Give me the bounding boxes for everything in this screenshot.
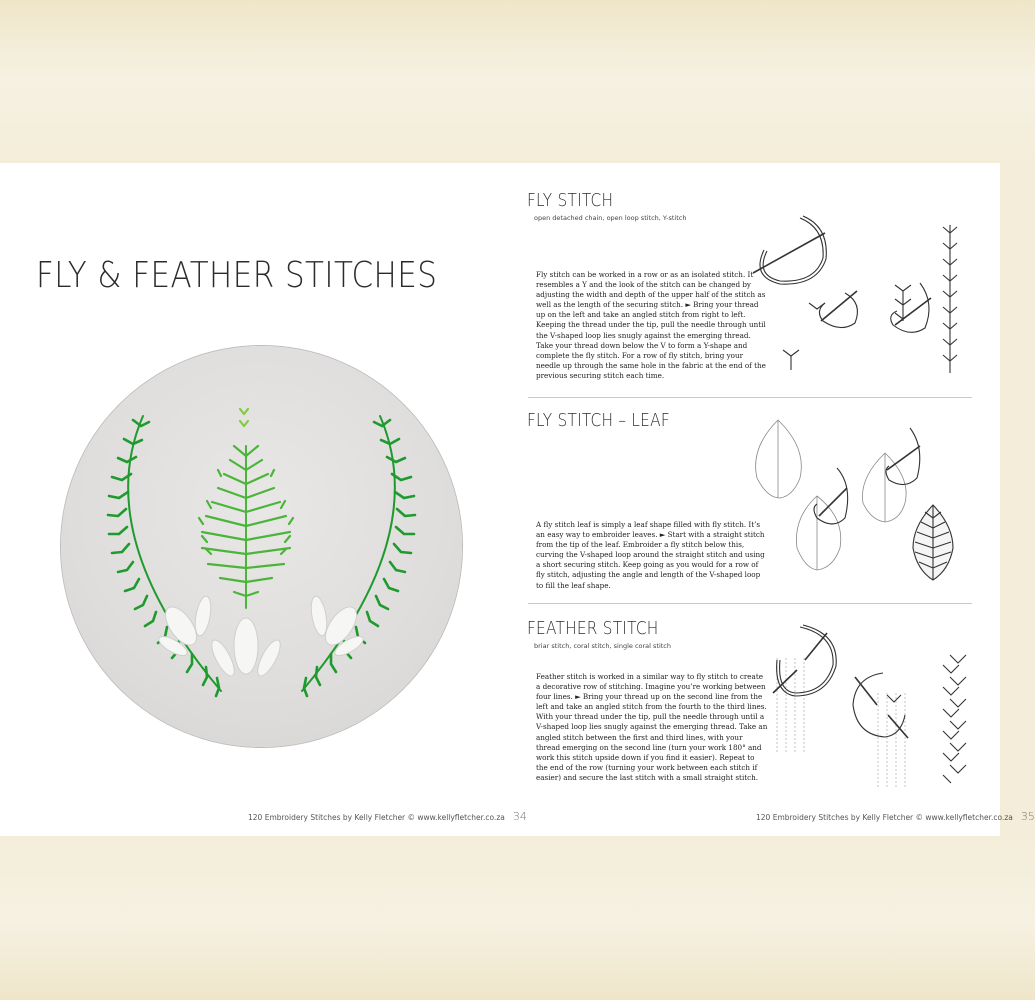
- section-divider: [528, 397, 972, 398]
- embroidery-illustration: [61, 346, 462, 747]
- right-page: [500, 163, 1035, 836]
- section-title-feather-stitch: FEATHER STITCH: [527, 618, 659, 639]
- fly-stitch-leaf-diagram: [745, 408, 995, 598]
- footer-credit: 120 Embroidery Stitches by Kelly Fletcher © www.kellyfletcher.co.za: [756, 813, 1013, 822]
- right-feather-branch: [302, 416, 415, 696]
- feather-stitch-diagram: [745, 615, 995, 805]
- left-page: [0, 163, 527, 836]
- left-feather-branch: [108, 416, 221, 696]
- section-divider: [528, 603, 972, 604]
- book-spread: [0, 163, 1035, 836]
- satin-leaves: [156, 595, 366, 679]
- embroidery-hoop-photo: [61, 346, 462, 747]
- section-subtitle-feather-stitch: briar stitch, coral stitch, single coral stitch: [534, 642, 672, 650]
- left-page-footer: [248, 810, 527, 823]
- section-title-fly-stitch-leaf: FLY STITCH – LEAF: [527, 410, 670, 431]
- section-title-fly-stitch: FLY STITCH: [527, 190, 614, 211]
- section-body-fly-stitch: Fly stitch can be worked in a row or as an isolated stitch. It resembles a Y and the look of the stitch can be changed by adjusting the width and depth of the upper half of the stitch as well as the length of the securing stitch. ► Bring your thread up on the left and take an angled stitch from right to left. Keeping the thread under the tip, pull the needle through until the V-shaped loop lies snugly against the emerging thread. Take your thread down below the V to form a Y-shape and complete the fly stitch. For a row of fly stitch, bring your needle up through the same hole in the fabric at the end of the previous securing stitch each time.: [536, 270, 766, 380]
- chapter-title: FLY & FEATHER STITCHES: [36, 255, 438, 296]
- footer-credit: 120 Embroidery Stitches by Kelly Fletcher © www.kellyfletcher.co.za: [248, 813, 505, 822]
- section-subtitle-fly-stitch: open detached chain, open loop stitch, Y-stitch: [534, 214, 687, 222]
- page-number: 35: [1020, 810, 1035, 823]
- page-number: 34: [512, 810, 527, 823]
- fern-tree: [199, 409, 293, 608]
- section-body-fly-stitch-leaf: A fly stitch leaf is simply a leaf shape filled with fly stitch. It’s an easy way to embroider leaves. ► Start with a straight stitch from the tip of the leaf. Embroider a fly stitch below this, curving the V-shaped loop around the straight stitch and using a short securing stitch. Keep going as you would for a row of fly stitch, adjusting the angle and length of the V-shaped loop to fill the leaf shape.: [536, 520, 765, 590]
- section-body-feather-stitch: Feather stitch is worked in a similar way to fly stitch to create a decorative row of stitching. Imagine you’re working between four lines. ► Bring your thread up on the second line from the left and take an angled stitch from the fourth to the third lines. With your thread under the tip, pull the needle through until a V-shaped loop lies snugly against the emerging thread. Take an angled stitch between the first and third lines, with your thread emerging on the second line (turn your work 180° and work this stitch upside down if you find it easier). Repeat to the end of the row (turning your work between each stitch if easier) and secure the last stitch with a small straight stitch.: [536, 672, 768, 782]
- fly-stitch-diagram: [745, 203, 995, 393]
- right-page-footer: [756, 810, 1035, 823]
